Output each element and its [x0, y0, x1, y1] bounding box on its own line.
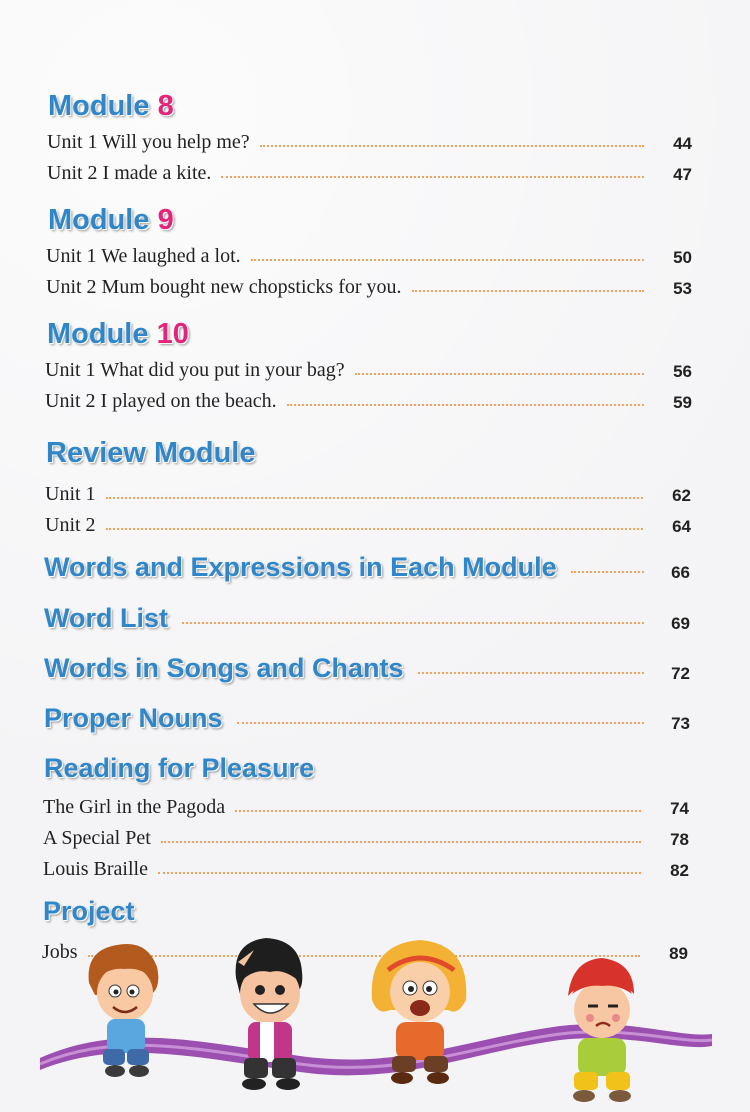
module-title: Module — [47, 318, 149, 350]
page-number: 74 — [670, 799, 689, 818]
dot-leader — [237, 722, 644, 724]
toc-entry[interactable] — [43, 855, 689, 881]
boy-blue-shirt-icon — [89, 944, 159, 1077]
dot-leader — [221, 176, 644, 178]
toc-entry[interactable] — [47, 128, 692, 154]
page-number: 69 — [671, 613, 690, 633]
dot-leader — [158, 872, 641, 874]
dot-leader — [182, 622, 644, 624]
dot-leader — [287, 404, 644, 406]
dot-leader — [106, 528, 643, 530]
page-number: 56 — [673, 362, 692, 381]
entry-label: Unit 2 I made a kite. — [47, 162, 212, 184]
entry-label: Unit 2 Mum bought new chopsticks for you. — [46, 276, 402, 298]
toc-entry-proper-nouns[interactable] — [44, 703, 690, 734]
toc-entry[interactable] — [43, 824, 689, 850]
page-number: 50 — [673, 248, 692, 267]
toc-entry[interactable] — [47, 159, 692, 185]
page-number: 78 — [670, 830, 689, 849]
cartoon-children-illustration — [0, 930, 750, 1112]
entry-label: Unit 2 — [45, 514, 96, 536]
toc-entry[interactable] — [46, 242, 692, 268]
page-number: 82 — [670, 861, 689, 880]
toc-entry[interactable] — [45, 387, 692, 413]
module-number: 8 — [157, 90, 174, 122]
module-8-heading — [48, 90, 174, 123]
page-number: 64 — [672, 517, 691, 536]
section-title: Project — [43, 896, 135, 926]
entry-label: Jobs — [42, 941, 78, 963]
dot-leader — [106, 497, 643, 499]
toc-entry[interactable] — [46, 273, 692, 299]
page-number: 62 — [672, 486, 691, 505]
entry-label: Unit 1 What did you put in your bag? — [45, 359, 345, 381]
reading-heading — [44, 753, 314, 784]
module-number: 10 — [156, 318, 189, 350]
section-title: Words and Expressions in Each Module — [44, 552, 557, 582]
dot-leader — [571, 571, 644, 573]
entry-label: The Girl in the Pagoda — [43, 796, 226, 818]
toc-entry[interactable] — [43, 793, 689, 819]
dot-leader — [161, 841, 641, 843]
page-number: 89 — [669, 944, 688, 963]
section-title: Reading for Pleasure — [44, 753, 315, 783]
dot-leader — [355, 373, 644, 375]
page-number: 59 — [673, 393, 692, 412]
section-title: Proper Nouns — [44, 703, 223, 733]
module-number: 9 — [157, 204, 174, 236]
toc-entry[interactable] — [45, 356, 692, 382]
module-10-heading — [47, 318, 189, 351]
toc-entry-words-expressions[interactable] — [44, 552, 690, 583]
entry-label: Unit 2 I played on the beach. — [45, 390, 277, 412]
dot-leader — [260, 145, 644, 147]
module-title: Module — [48, 204, 150, 236]
toc-entry[interactable] — [45, 511, 691, 537]
review-module-heading — [46, 437, 256, 470]
entry-label: Unit 1 Will you help me? — [47, 131, 250, 153]
page-number: 73 — [671, 713, 690, 733]
toc-entry-word-list[interactable] — [44, 603, 690, 634]
dot-leader — [251, 259, 644, 261]
project-heading — [43, 896, 135, 927]
toc-entry-songs-chants[interactable] — [44, 653, 690, 684]
page-number: 66 — [671, 562, 690, 582]
page-number: 44 — [673, 134, 692, 153]
page-number: 47 — [673, 165, 692, 184]
module-title: Module — [48, 90, 150, 122]
dot-leader — [418, 672, 644, 674]
module-9-heading — [48, 204, 174, 237]
section-title: Words in Songs and Chants — [44, 653, 404, 683]
entry-label: Louis Braille — [43, 858, 148, 880]
dot-leader — [235, 810, 641, 812]
page-number: 72 — [671, 663, 690, 683]
entry-label: Unit 1 — [45, 483, 96, 505]
page-number: 53 — [673, 279, 692, 298]
section-title: Review Module — [46, 437, 256, 469]
entry-label: A Special Pet — [43, 827, 151, 849]
toc-entry[interactable] — [45, 480, 691, 506]
entry-label: Unit 1 We laughed a lot. — [46, 245, 241, 267]
section-title: Word List — [44, 603, 168, 633]
dot-leader — [412, 290, 644, 292]
